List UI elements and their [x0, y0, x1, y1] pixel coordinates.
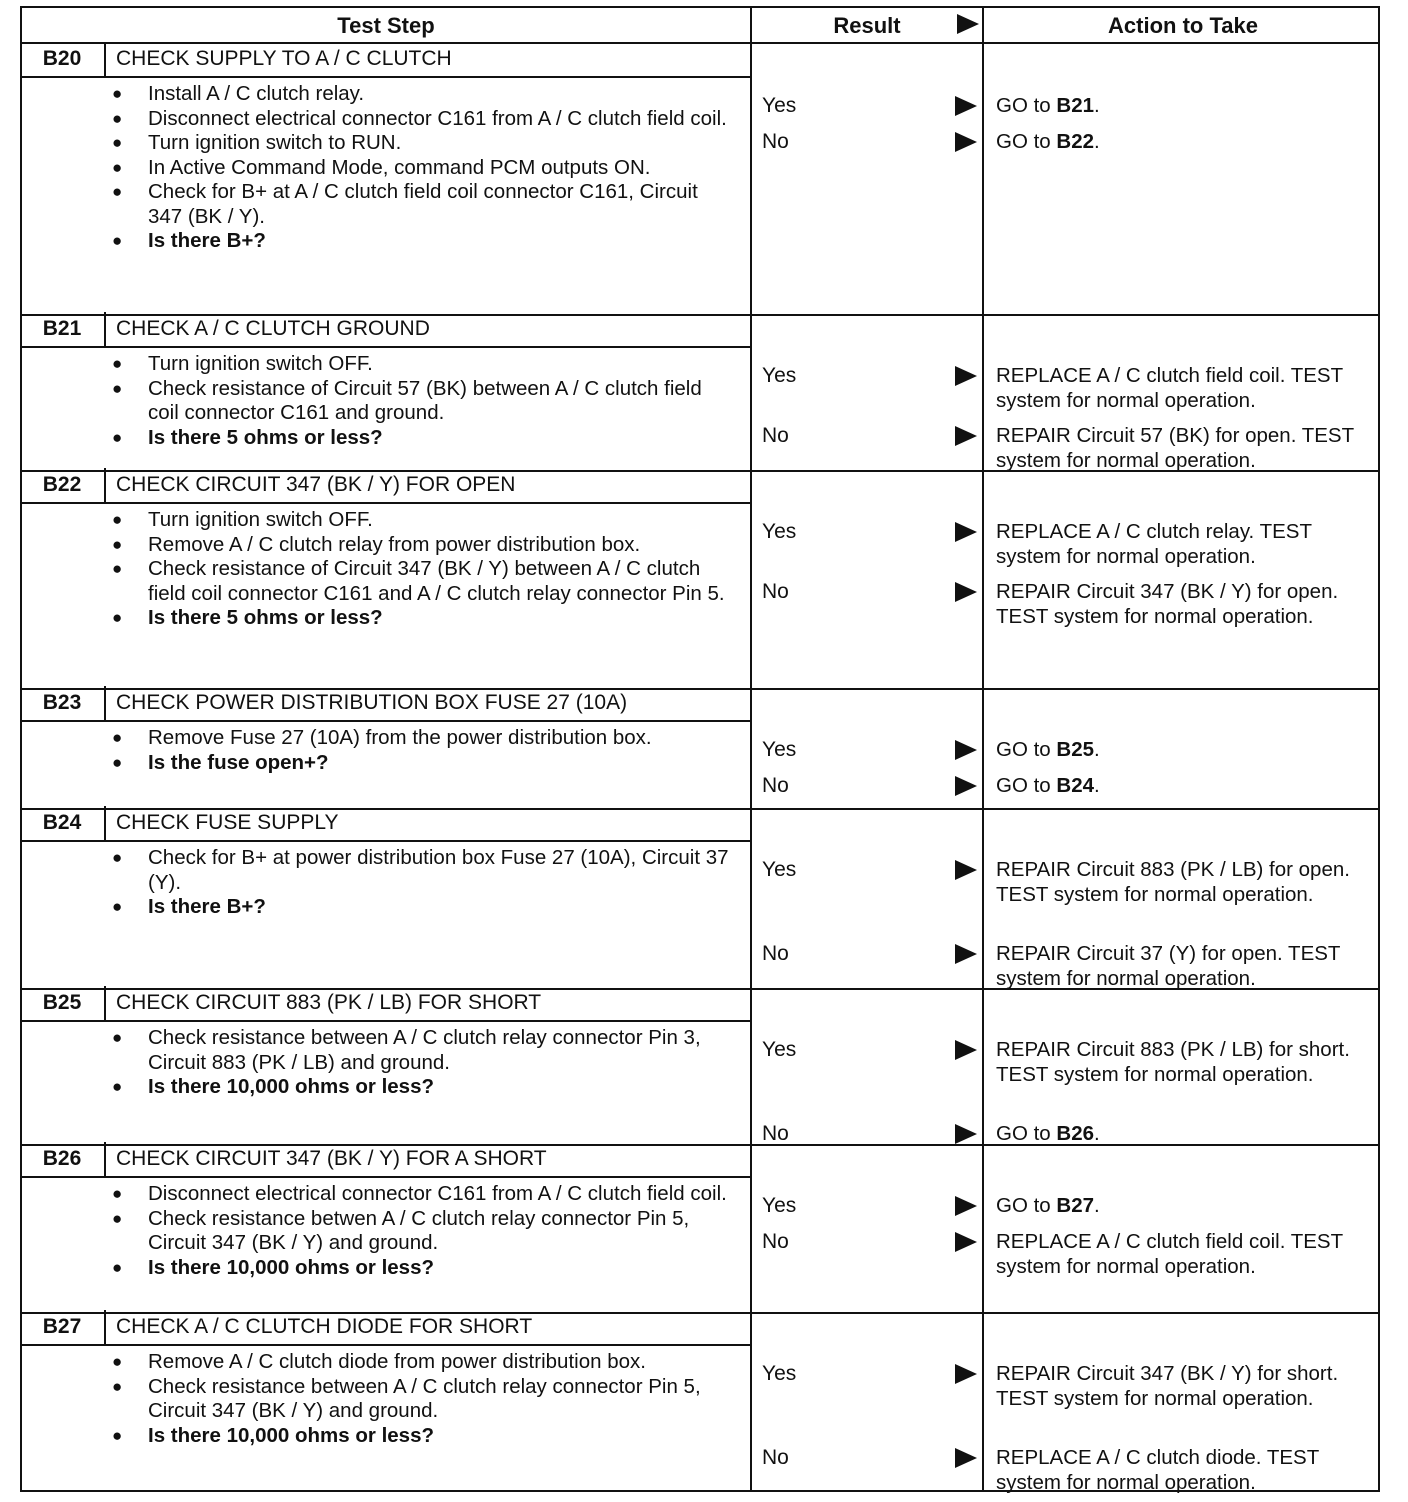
instruction-item: ● Remove Fuse 27 (10A) from the power distribution box.	[112, 726, 732, 751]
header-result: Result	[833, 13, 901, 38]
instruction-item: ● In Active Command Mode, command PCM outputs ON.	[112, 156, 732, 181]
step-id: B26	[20, 1142, 106, 1176]
instruction-item: ● Check for B+ at A / C clutch field coil connector C161, Circuit 347 (BK / Y).	[112, 180, 732, 229]
instruction-item: ● Turn ignition switch OFF.	[112, 352, 732, 377]
step-header-row	[20, 1310, 750, 1346]
instruction-item: ● Disconnect electrical connector C161 from A / C clutch field coil.	[112, 107, 732, 132]
step-header-row	[20, 986, 750, 1022]
step-title: CHECK A / C CLUTCH DIODE FOR SHORT	[116, 1315, 533, 1338]
test-step-row	[20, 986, 1380, 1145]
step-id: B20	[20, 42, 106, 76]
action-to-take: REPLACE A / C clutch relay. TEST system for normal operation.	[996, 520, 1312, 568]
step-title: CHECK POWER DISTRIBUTION BOX FUSE 27 (10A)	[116, 691, 628, 714]
arrow-right-icon	[955, 860, 977, 880]
arrow-right-icon	[955, 96, 977, 116]
instruction-item: ● Remove A / C clutch diode from power distribution box.	[112, 1350, 732, 1375]
step-title: CHECK CIRCUIT 883 (PK / LB) FOR SHORT	[116, 991, 542, 1014]
arrow-right-icon	[955, 740, 977, 760]
test-step-row	[20, 686, 1380, 806]
step-instructions	[112, 1182, 732, 1280]
result-yes: Yes	[762, 858, 797, 881]
step-reference: B22	[1056, 130, 1094, 153]
instruction-item: ● Turn ignition switch OFF.	[112, 508, 732, 533]
step-instructions	[112, 846, 732, 920]
arrow-right-icon	[955, 522, 977, 542]
instruction-item: ● Disconnect electrical connector C161 from A / C clutch field coil.	[112, 1182, 732, 1207]
action-to-take: GO to B25.	[996, 738, 1100, 761]
action-to-take: REPAIR Circuit 883 (PK / LB) for short. TEST system for normal operation.	[996, 1038, 1350, 1086]
step-reference: B24	[1056, 774, 1094, 797]
test-step-row	[20, 1310, 1380, 1492]
result-no: No	[762, 424, 789, 447]
instruction-item: ● Check resistance betwen A / C clutch relay connector Pin 5, Circuit 347 (BK / Y) and ground.	[112, 1207, 732, 1256]
header-action: Action to Take	[1108, 13, 1258, 38]
instruction-item: ● Check resistance of Circuit 347 (BK / Y) between A / C clutch field coil connector C161 and A / C clutch relay connector Pin 5.	[112, 557, 732, 606]
instruction-item: ● Check resistance between A / C clutch relay connector Pin 5, Circuit 347 (BK / Y) and ground.	[112, 1375, 732, 1424]
step-header-row	[20, 42, 750, 78]
step-title: CHECK FUSE SUPPLY	[116, 811, 339, 834]
result-no: No	[762, 580, 789, 603]
instruction-item: ● Remove A / C clutch relay from power distribution box.	[112, 533, 732, 558]
arrow-right-icon	[955, 426, 977, 446]
action-to-take: REPAIR Circuit 57 (BK) for open. TEST system for normal operation.	[996, 424, 1354, 472]
step-reference: B25	[1056, 738, 1094, 761]
step-header-row	[20, 686, 750, 722]
action-to-take: REPLACE A / C clutch field coil. TEST system for normal operation.	[996, 1230, 1343, 1278]
test-step-row	[20, 42, 1380, 312]
arrow-right-icon	[955, 1364, 977, 1384]
result-no: No	[762, 1230, 789, 1253]
step-id: B27	[20, 1310, 106, 1344]
step-instructions	[112, 508, 732, 631]
test-step-row	[20, 806, 1380, 990]
instruction-item: ● Install A / C clutch relay.	[112, 82, 732, 107]
test-step-row	[20, 1142, 1380, 1310]
step-title: CHECK CIRCUIT 347 (BK / Y) FOR A SHORT	[116, 1147, 547, 1170]
instruction-item: ● Turn ignition switch to RUN.	[112, 131, 732, 156]
arrow-right-icon	[955, 1124, 977, 1144]
arrow-right-icon	[955, 1196, 977, 1216]
step-header-row	[20, 312, 750, 348]
arrow-right-icon	[955, 132, 977, 152]
result-no: No	[762, 1446, 789, 1469]
action-to-take: REPAIR Circuit 883 (PK / LB) for open. TEST system for normal operation.	[996, 858, 1350, 906]
step-instructions	[112, 352, 732, 450]
action-to-take: REPLACE A / C clutch field coil. TEST system for normal operation.	[996, 364, 1343, 412]
action-to-take: REPAIR Circuit 347 (BK / Y) for short. TEST system for normal operation.	[996, 1362, 1339, 1410]
test-step-row	[20, 468, 1380, 686]
action-to-take: REPAIR Circuit 347 (BK / Y) for open. TEST system for normal operation.	[996, 580, 1339, 628]
header-arrow-icon	[957, 14, 979, 34]
test-step-row	[20, 312, 1380, 472]
result-no: No	[762, 774, 789, 797]
step-question: ● Is there 10,000 ohms or less?	[112, 1075, 732, 1100]
step-question: ● Is there 5 ohms or less?	[112, 606, 732, 631]
step-instructions	[112, 1350, 732, 1448]
step-reference: B27	[1056, 1194, 1094, 1217]
step-reference: B21	[1056, 94, 1094, 117]
result-yes: Yes	[762, 1194, 797, 1217]
action-to-take: REPLACE A / C clutch diode. TEST system for normal operation.	[996, 1446, 1319, 1494]
step-reference: B26	[1056, 1122, 1094, 1145]
result-yes: Yes	[762, 364, 797, 387]
result-yes: Yes	[762, 94, 797, 117]
action-to-take: GO to B24.	[996, 774, 1100, 797]
step-question: ● Is there 5 ohms or less?	[112, 426, 732, 451]
step-title: CHECK CIRCUIT 347 (BK / Y) FOR OPEN	[116, 473, 516, 496]
step-question: ● Is there B+?	[112, 229, 732, 254]
arrow-right-icon	[955, 776, 977, 796]
result-no: No	[762, 1122, 789, 1145]
action-to-take: GO to B22.	[996, 130, 1100, 153]
step-instructions	[112, 726, 732, 775]
instruction-item: ● Check resistance of Circuit 57 (BK) between A / C clutch field coil connector C161 and ground.	[112, 377, 732, 426]
arrow-right-icon	[955, 1040, 977, 1060]
arrow-right-icon	[955, 366, 977, 386]
step-title: CHECK A / C CLUTCH GROUND	[116, 317, 430, 340]
result-no: No	[762, 942, 789, 965]
header-test-step: Test Step	[337, 13, 435, 38]
step-question: ● Is the fuse open+?	[112, 751, 732, 776]
result-yes: Yes	[762, 1038, 797, 1061]
step-id: B21	[20, 312, 106, 346]
result-yes: Yes	[762, 738, 797, 761]
step-header-row	[20, 806, 750, 842]
step-id: B23	[20, 686, 106, 720]
arrow-right-icon	[955, 1448, 977, 1468]
step-title: CHECK SUPPLY TO A / C CLUTCH	[116, 47, 452, 70]
step-id: B24	[20, 806, 106, 840]
action-to-take: GO to B21.	[996, 94, 1100, 117]
instruction-item: ● Check resistance between A / C clutch relay connector Pin 3, Circuit 883 (PK / LB) and ground.	[112, 1026, 732, 1075]
result-yes: Yes	[762, 520, 797, 543]
action-to-take: GO to B26.	[996, 1122, 1100, 1145]
arrow-right-icon	[955, 1232, 977, 1252]
step-instructions	[112, 1026, 732, 1100]
step-header-row	[20, 1142, 750, 1178]
step-question: ● Is there 10,000 ohms or less?	[112, 1424, 732, 1449]
step-id: B25	[20, 986, 106, 1020]
action-to-take: REPAIR Circuit 37 (Y) for open. TEST system for normal operation.	[996, 942, 1341, 990]
step-question: ● Is there 10,000 ohms or less?	[112, 1256, 732, 1281]
action-to-take: GO to B27.	[996, 1194, 1100, 1217]
result-yes: Yes	[762, 1362, 797, 1385]
arrow-right-icon	[955, 582, 977, 602]
step-question: ● Is there B+?	[112, 895, 732, 920]
step-header-row	[20, 468, 750, 504]
arrow-right-icon	[955, 944, 977, 964]
instruction-item: ● Check for B+ at power distribution box Fuse 27 (10A), Circuit 37 (Y).	[112, 846, 732, 895]
diagnostic-table-page	[20, 6, 1380, 1492]
step-id: B22	[20, 468, 106, 502]
step-instructions	[112, 82, 732, 254]
result-no: No	[762, 130, 789, 153]
